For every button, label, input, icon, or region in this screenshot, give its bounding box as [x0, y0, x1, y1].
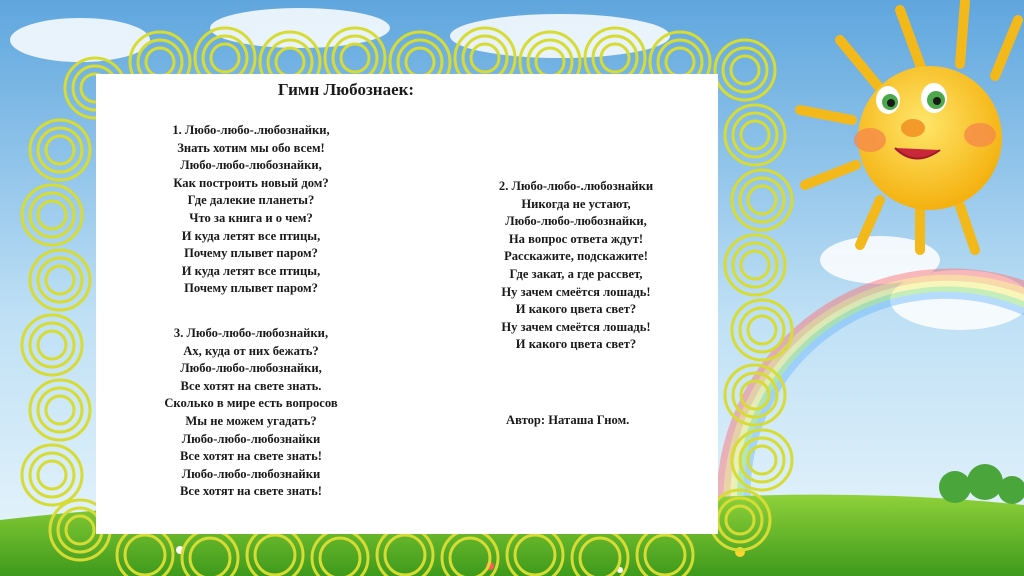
verse-line: Почему плывет паром? [184, 246, 318, 261]
verse-line: 3. Любо-любо-любознайки, [173, 326, 329, 340]
verse-line: Ну зачем смеётся лошадь! [501, 284, 651, 299]
verse-line: Любо-любо-любознайки [181, 466, 321, 481]
verse-2 [391, 178, 761, 354]
verse-line: Все хотят на свете знать. [180, 378, 322, 393]
verse-line: И какого цвета свет? [515, 302, 637, 317]
verse-line: Как построить новый дом? [173, 175, 329, 190]
verse-line: Любо-любо-любознайки, [505, 214, 647, 229]
verse-line: 1. Любо-любо-.любознайки, [172, 123, 330, 137]
verse-line: Мы не можем угадать? [185, 413, 317, 428]
verse-line: Где закат, а где рассвет, [509, 266, 643, 281]
verse-line: И какого цвета свет? [515, 337, 637, 352]
verse-line: Никогда не устают, [521, 196, 631, 211]
verse-line: И куда летят все птицы, [181, 263, 321, 278]
verse-line: Все хотят на свете знать! [180, 449, 322, 464]
verse-line: Все хотят на свете знать! [180, 484, 322, 499]
verse-line: 2. Любо-любо-.любознайки [498, 179, 654, 193]
verse-1 [96, 122, 406, 298]
author-credit: Автор: Наташа Гном. [506, 413, 630, 427]
verse-line: Любо-любо-любознайки [181, 431, 321, 446]
verse-line: Где далекие планеты? [187, 193, 315, 208]
verse-line: На вопрос ответа ждут! [508, 231, 644, 246]
verse-line: Что за книга и о чем? [189, 210, 313, 225]
verse-line: Сколько в мире есть вопросов [164, 396, 338, 411]
lyrics-card [96, 74, 718, 534]
verse-line: Любо-любо-любознайки, [180, 158, 322, 173]
verse-line: Почему плывет паром? [184, 281, 318, 296]
page-title: Гимн Любознаек: [277, 80, 415, 99]
verse-line: Любо-любо-любознайки, [180, 361, 322, 376]
verse-line: И куда летят все птицы, [181, 228, 321, 243]
verse-line: Ах, куда от них бежать? [183, 343, 319, 358]
verse-line: Расскажите, подскажите! [504, 249, 648, 264]
verse-3 [96, 325, 406, 501]
verse-line: Знать хотим мы обо всем! [177, 140, 325, 155]
verse-line: Ну зачем смеётся лошадь! [501, 319, 651, 334]
